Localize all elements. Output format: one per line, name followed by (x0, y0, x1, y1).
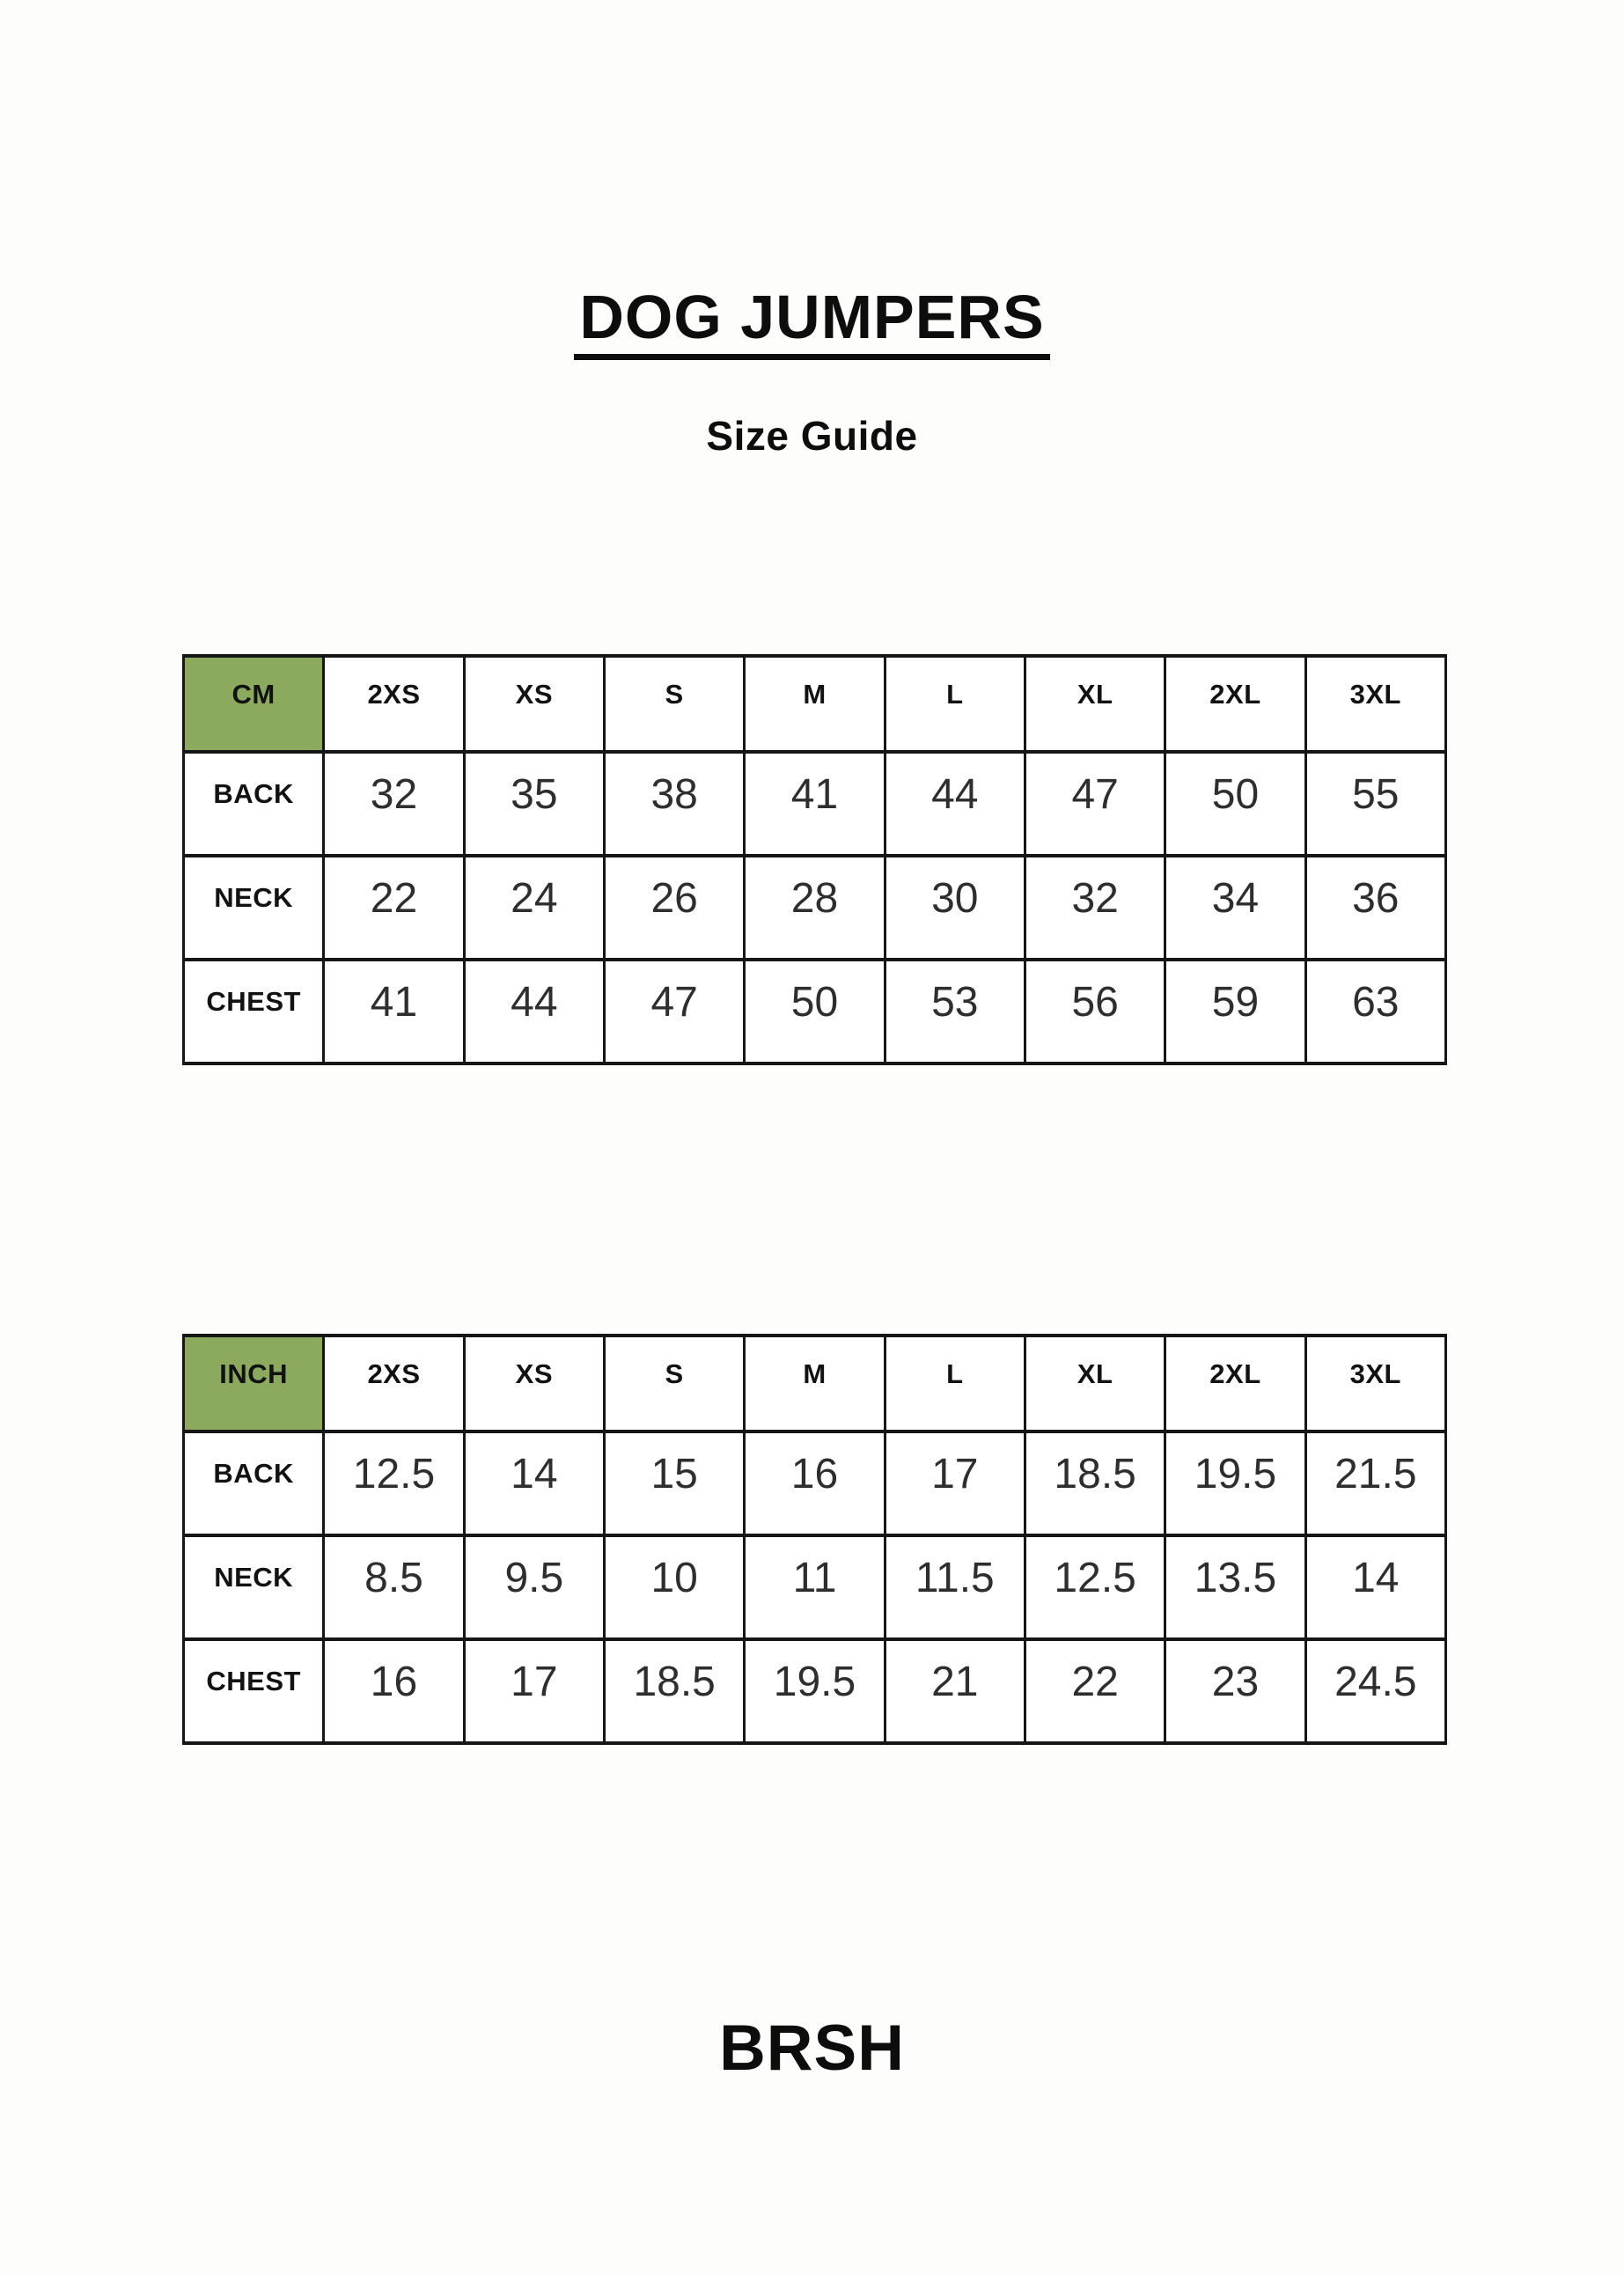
size-col-header-xs: XS (464, 1336, 604, 1431)
size-value-cell: 36 (1305, 856, 1445, 960)
size-value-cell: 16 (324, 1639, 464, 1743)
size-value-cell: 19.5 (1165, 1431, 1305, 1535)
size-value-cell: 8.5 (324, 1535, 464, 1639)
footer-area (0, 2013, 1624, 2084)
size-value-cell: 14 (464, 1431, 604, 1535)
size-value-cell: 55 (1305, 752, 1445, 856)
size-col-header-s: S (604, 1336, 744, 1431)
size-col-header-2xs: 2XS (324, 656, 464, 752)
size-value-cell: 23 (1165, 1639, 1305, 1743)
table-row-chest (184, 1639, 1446, 1743)
table-row-back (184, 752, 1446, 856)
table-row-neck (184, 1535, 1446, 1639)
size-value-cell: 24.5 (1305, 1639, 1445, 1743)
size-value-cell: 44 (885, 752, 1025, 856)
size-value-cell: 15 (604, 1431, 744, 1535)
size-col-header-s: S (604, 656, 744, 752)
table-row-neck (184, 856, 1446, 960)
size-col-header-xs: XS (464, 656, 604, 752)
size-value-cell: 24 (464, 856, 604, 960)
brand-logo: BRSH (719, 2013, 905, 2084)
size-col-header-2xl: 2XL (1165, 656, 1305, 752)
size-value-cell: 9.5 (464, 1535, 604, 1639)
size-value-cell: 47 (1025, 752, 1165, 856)
unit-header-cm: CM (184, 656, 324, 752)
size-value-cell: 21 (885, 1639, 1025, 1743)
size-value-cell: 21.5 (1305, 1431, 1445, 1535)
size-value-cell: 59 (1165, 960, 1305, 1063)
cm-header-row (184, 656, 1446, 752)
size-value-cell: 34 (1165, 856, 1305, 960)
size-value-cell: 26 (604, 856, 744, 960)
size-value-cell: 12.5 (1025, 1535, 1165, 1639)
inch-header-row (184, 1336, 1446, 1431)
size-value-cell: 32 (324, 752, 464, 856)
measurement-row-label: NECK (184, 1535, 324, 1639)
size-col-header-2xs: 2XS (324, 1336, 464, 1431)
size-value-cell: 11 (745, 1535, 885, 1639)
size-value-cell: 22 (324, 856, 464, 960)
size-value-cell: 56 (1025, 960, 1165, 1063)
size-value-cell: 41 (745, 752, 885, 856)
inch-size-table (182, 1334, 1447, 1745)
size-value-cell: 19.5 (745, 1639, 885, 1743)
size-col-header-3xl: 3XL (1305, 656, 1445, 752)
size-value-cell: 63 (1305, 960, 1445, 1063)
size-col-header-xl: XL (1025, 1336, 1165, 1431)
size-value-cell: 10 (604, 1535, 744, 1639)
size-value-cell: 28 (745, 856, 885, 960)
measurement-row-label: CHEST (184, 960, 324, 1063)
size-value-cell: 44 (464, 960, 604, 1063)
cm-size-table (182, 654, 1447, 1065)
unit-header-inch: INCH (184, 1336, 324, 1431)
size-value-cell: 14 (1305, 1535, 1445, 1639)
measurement-row-label: NECK (184, 856, 324, 960)
size-value-cell: 11.5 (885, 1535, 1025, 1639)
size-value-cell: 17 (885, 1431, 1025, 1535)
size-value-cell: 17 (464, 1639, 604, 1743)
size-value-cell: 18.5 (1025, 1431, 1165, 1535)
size-col-header-2xl: 2XL (1165, 1336, 1305, 1431)
size-value-cell: 53 (885, 960, 1025, 1063)
size-value-cell: 41 (324, 960, 464, 1063)
size-value-cell: 35 (464, 752, 604, 856)
size-value-cell: 16 (745, 1431, 885, 1535)
header-area (0, 283, 1624, 360)
size-value-cell: 12.5 (324, 1431, 464, 1535)
size-col-header-l: L (885, 656, 1025, 752)
measurement-row-label: BACK (184, 1431, 324, 1535)
size-col-header-m: M (745, 656, 885, 752)
measurement-row-label: CHEST (184, 1639, 324, 1743)
subheader-area (0, 413, 1624, 459)
measurement-row-label: BACK (184, 752, 324, 856)
size-col-header-xl: XL (1025, 656, 1165, 752)
size-col-header-l: L (885, 1336, 1025, 1431)
page-title: DOG JUMPERS (574, 286, 1049, 360)
size-value-cell: 50 (745, 960, 885, 1063)
size-value-cell: 13.5 (1165, 1535, 1305, 1639)
size-value-cell: 32 (1025, 856, 1165, 960)
table-row-chest (184, 960, 1446, 1063)
size-value-cell: 22 (1025, 1639, 1165, 1743)
size-value-cell: 47 (604, 960, 744, 1063)
size-value-cell: 30 (885, 856, 1025, 960)
size-col-header-3xl: 3XL (1305, 1336, 1445, 1431)
size-value-cell: 38 (604, 752, 744, 856)
page-subtitle: Size Guide (706, 413, 918, 459)
size-value-cell: 18.5 (604, 1639, 744, 1743)
size-col-header-m: M (745, 1336, 885, 1431)
size-value-cell: 50 (1165, 752, 1305, 856)
table-row-back (184, 1431, 1446, 1535)
